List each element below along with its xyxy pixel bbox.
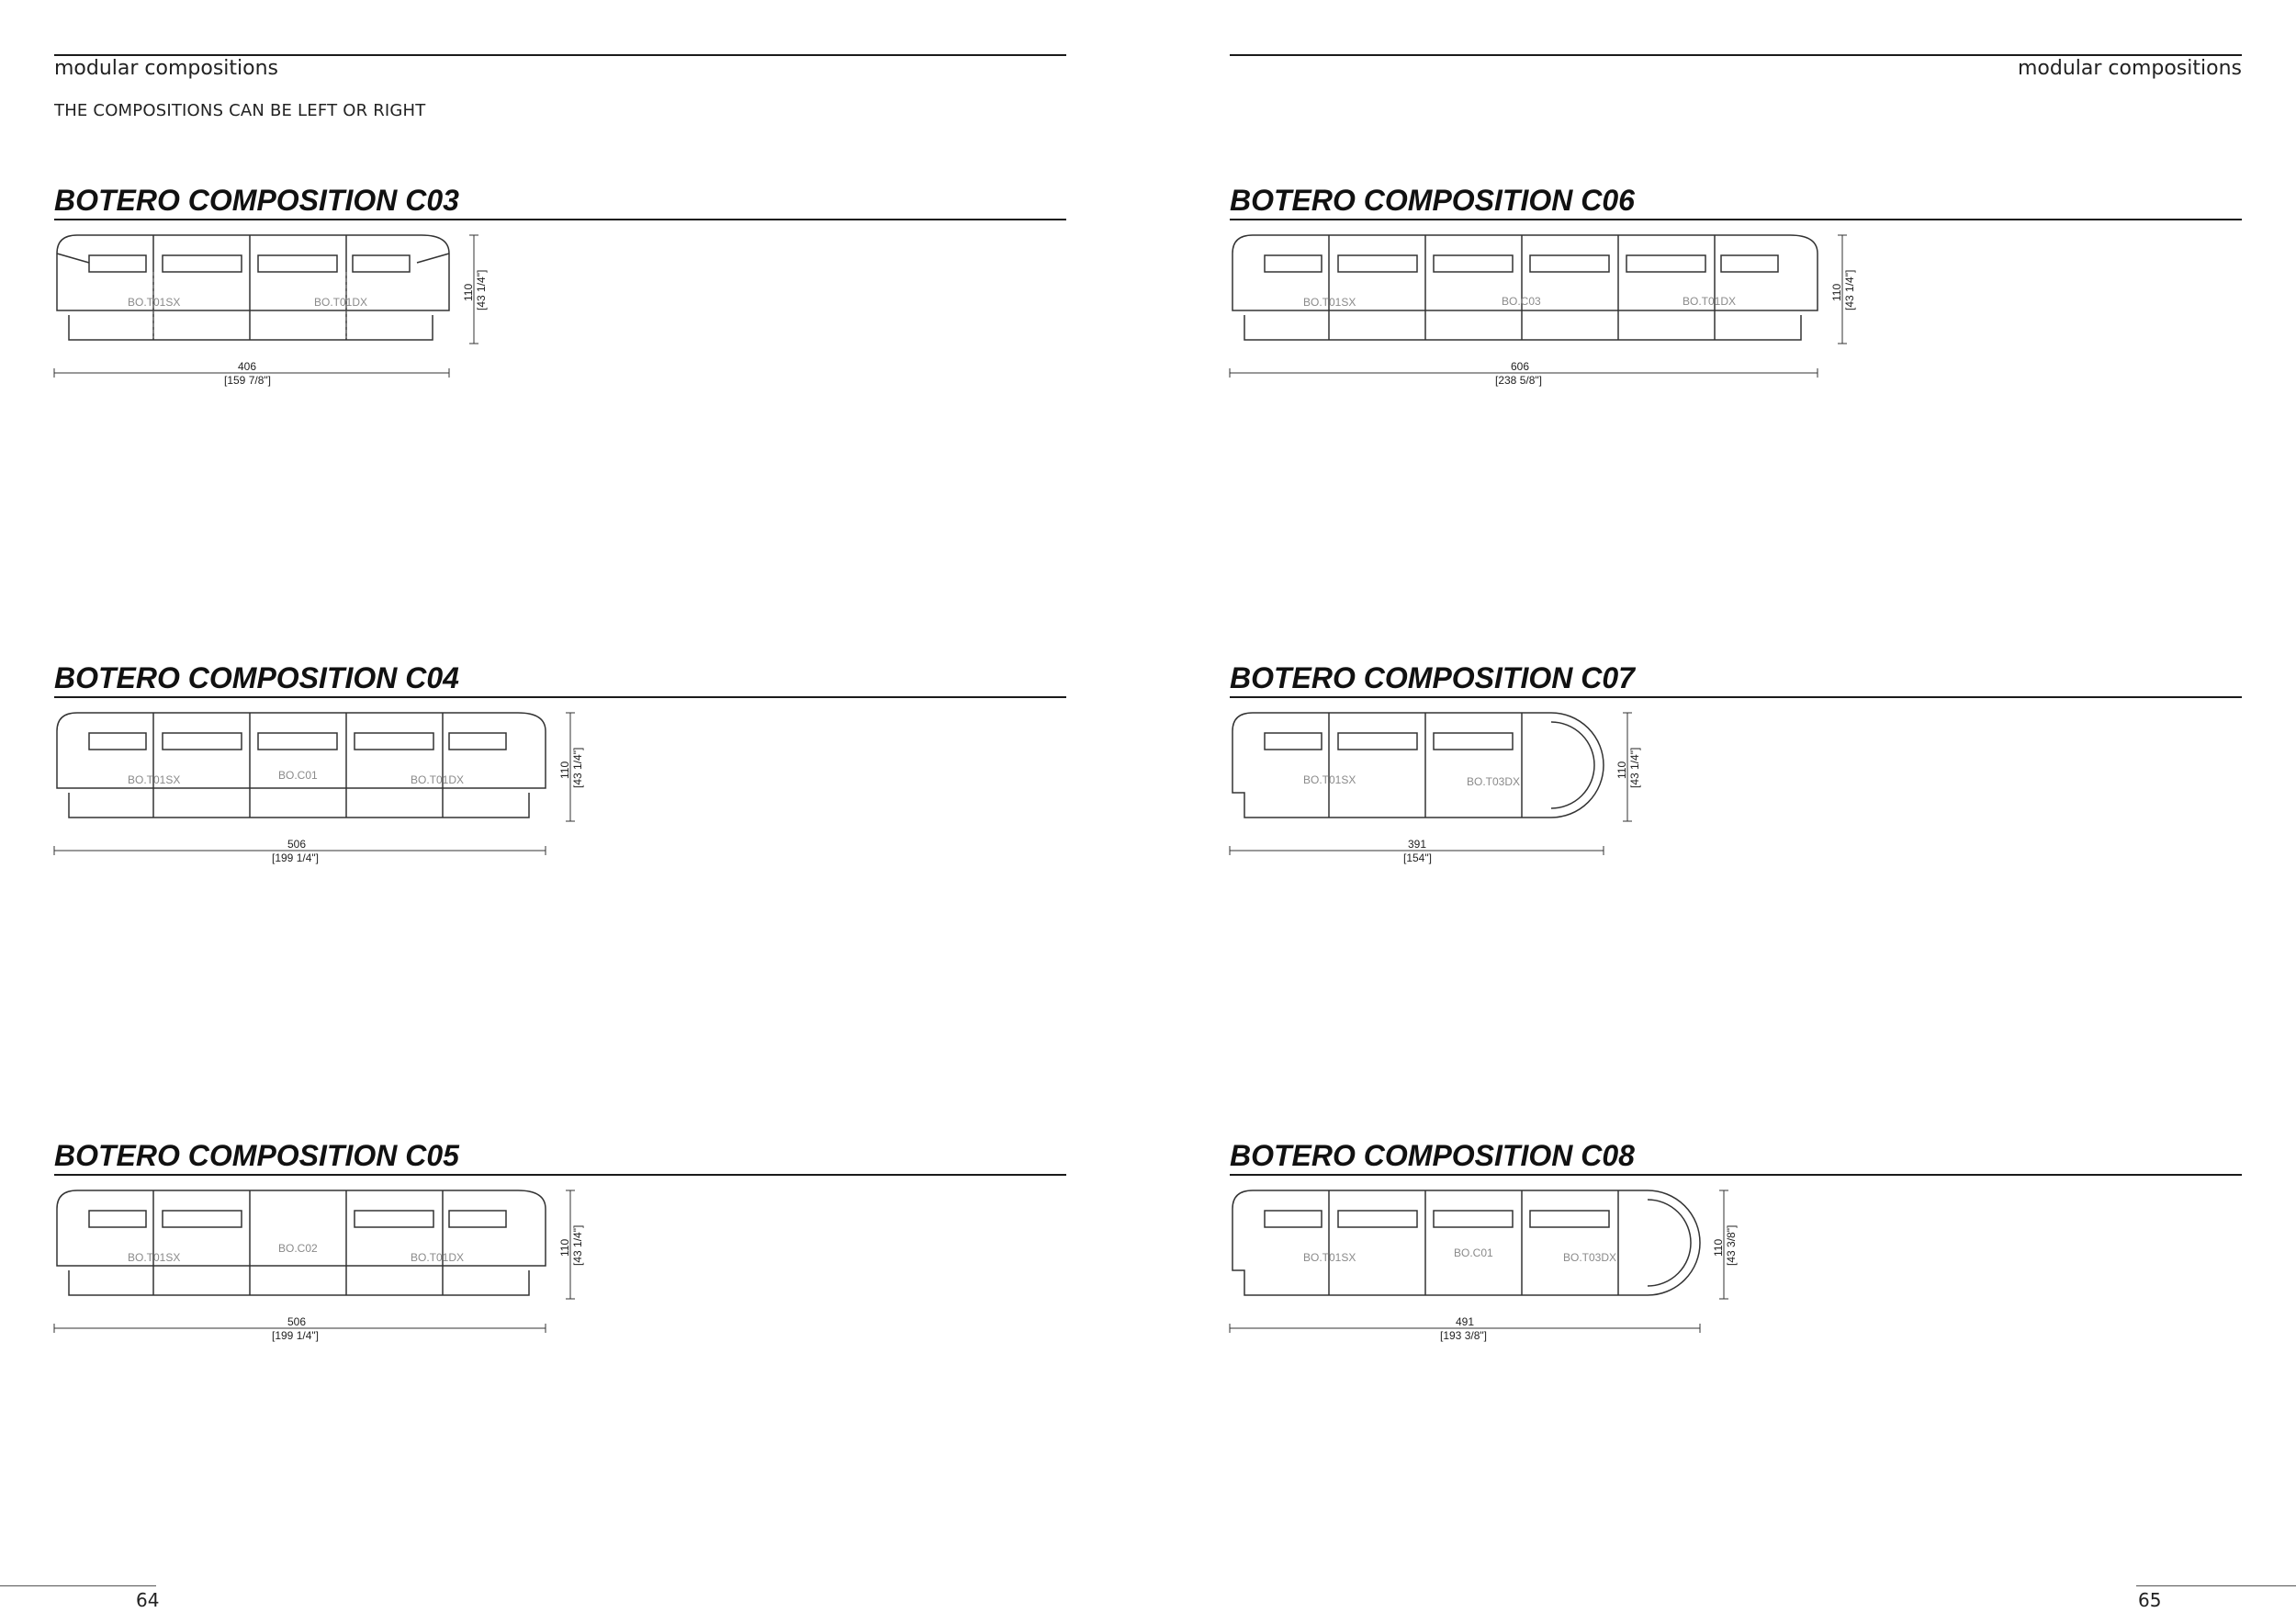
depth-in: [43 1/4"] — [571, 1224, 584, 1266]
cushion — [1721, 255, 1778, 272]
sofa-outline — [57, 235, 449, 310]
cushion — [449, 733, 506, 750]
module-label: BO.T01SX — [128, 773, 181, 786]
module-label: BO.T03DX — [1467, 775, 1521, 788]
module-label: BO.T01DX — [1683, 295, 1737, 308]
module-label: BO.C01 — [278, 769, 318, 782]
sofa-outline — [1232, 713, 1604, 818]
cushion — [353, 255, 410, 272]
cushion — [1530, 1211, 1609, 1227]
composition-title: BOTERO COMPOSITION C07 — [1230, 661, 1635, 694]
depth-cm: 110 — [1615, 761, 1628, 779]
footer-rule — [2136, 1585, 2296, 1586]
cushion — [163, 255, 242, 272]
header-rule — [54, 54, 1066, 56]
composition-rule — [1230, 696, 2242, 698]
arm-line — [417, 254, 449, 263]
header-label: modular compositions — [54, 57, 279, 80]
composition-rule — [1230, 219, 2242, 220]
depth-in: [43 1/4"] — [475, 269, 488, 310]
sofa-base — [69, 793, 529, 818]
depth-cm: 110 — [1830, 283, 1843, 301]
sofa-base — [1244, 315, 1801, 340]
footer-rule — [0, 1585, 156, 1586]
cushion — [163, 733, 242, 750]
module-label: BO.C01 — [1454, 1246, 1493, 1259]
width-cm: 391 — [1408, 838, 1427, 851]
curved-end — [1551, 722, 1594, 808]
orientation-note: THE COMPOSITIONS CAN BE LEFT OR RIGHT — [54, 101, 426, 120]
composition-rule — [1230, 1174, 2242, 1176]
module-label: BO.T01SX — [1303, 296, 1356, 309]
header-label: modular compositions — [2017, 57, 2242, 80]
cushion — [1338, 733, 1417, 750]
cushion — [1434, 733, 1513, 750]
composition-title: BOTERO COMPOSITION C08 — [1230, 1139, 1635, 1172]
width-cm: 506 — [287, 838, 307, 851]
sofa-base — [69, 315, 433, 340]
sofa-outline — [1232, 1190, 1700, 1295]
width-cm: 406 — [238, 360, 257, 373]
composition-c03 — [54, 184, 1121, 423]
composition-c05 — [54, 1139, 1121, 1378]
cushion — [163, 1211, 242, 1227]
sofa-base — [69, 1270, 529, 1295]
composition-c08 — [1230, 1139, 2296, 1378]
cushion — [355, 733, 433, 750]
cushion — [1265, 255, 1322, 272]
composition-c06-drawing — [1230, 228, 1873, 393]
module-label: BO.C03 — [1502, 295, 1541, 308]
width-in: [199 1/4"] — [272, 851, 319, 864]
cushion — [1265, 1211, 1322, 1227]
width-in: [154"] — [1403, 851, 1432, 864]
depth-in: [43 1/4"] — [1843, 269, 1856, 310]
composition-rule — [54, 696, 1066, 698]
cushion — [1530, 255, 1609, 272]
module-label: BO.T03DX — [1563, 1251, 1617, 1264]
cushion — [355, 1211, 433, 1227]
composition-c03-drawing — [54, 228, 513, 393]
depth-cm: 110 — [462, 283, 475, 301]
cushion — [1434, 1211, 1513, 1227]
composition-title: BOTERO COMPOSITION C05 — [54, 1139, 459, 1172]
cushion — [258, 733, 337, 750]
composition-c04-drawing — [54, 705, 605, 871]
composition-c08-drawing — [1230, 1183, 1781, 1348]
cushion — [1626, 255, 1705, 272]
page-number: 64 — [136, 1589, 160, 1611]
cushion — [1338, 1211, 1417, 1227]
width-in: [159 7/8"] — [224, 374, 271, 387]
module-label: BO.T01DX — [411, 1251, 465, 1264]
composition-c07-drawing — [1230, 705, 1689, 871]
cushion — [89, 1211, 146, 1227]
page-number: 65 — [2138, 1589, 2162, 1611]
width-in: [199 1/4"] — [272, 1329, 319, 1342]
width-cm: 491 — [1456, 1315, 1475, 1328]
composition-title: BOTERO COMPOSITION C03 — [54, 184, 459, 217]
module-label: BO.C02 — [278, 1242, 318, 1255]
composition-c05-drawing — [54, 1183, 605, 1348]
composition-rule — [54, 219, 1066, 220]
module-label: BO.T01SX — [1303, 773, 1356, 786]
module-label: BO.T01SX — [128, 1251, 181, 1264]
module-label: BO.T01SX — [1303, 1251, 1356, 1264]
composition-c04 — [54, 661, 1121, 900]
composition-title: BOTERO COMPOSITION C06 — [1230, 184, 1635, 217]
cushion — [1434, 255, 1513, 272]
depth-cm: 110 — [558, 1238, 571, 1257]
cushion — [449, 1211, 506, 1227]
cushion — [1338, 255, 1417, 272]
cushion — [258, 255, 337, 272]
module-label: BO.T01SX — [128, 296, 181, 309]
depth-cm: 110 — [558, 761, 571, 779]
right-page — [1148, 0, 2296, 1624]
cushion — [89, 255, 146, 272]
module-label: BO.T01DX — [314, 296, 368, 309]
depth-in: [43 1/4"] — [1628, 747, 1641, 788]
cushion — [1265, 733, 1322, 750]
depth-in: [43 1/4"] — [571, 747, 584, 788]
width-in: [238 5/8"] — [1495, 374, 1542, 387]
composition-c07 — [1230, 661, 2296, 900]
width-in: [193 3/8"] — [1440, 1329, 1487, 1342]
arm-line — [57, 254, 89, 263]
header-rule — [1230, 54, 2242, 56]
cushion — [89, 733, 146, 750]
width-cm: 606 — [1511, 360, 1530, 373]
depth-cm: 110 — [1712, 1238, 1725, 1257]
width-cm: 506 — [287, 1315, 307, 1328]
module-label: BO.T01DX — [411, 773, 465, 786]
composition-title: BOTERO COMPOSITION C04 — [54, 661, 459, 694]
depth-in: [43 3/8"] — [1725, 1224, 1738, 1266]
curved-end — [1648, 1200, 1691, 1286]
composition-c06 — [1230, 184, 2296, 423]
composition-rule — [54, 1174, 1066, 1176]
